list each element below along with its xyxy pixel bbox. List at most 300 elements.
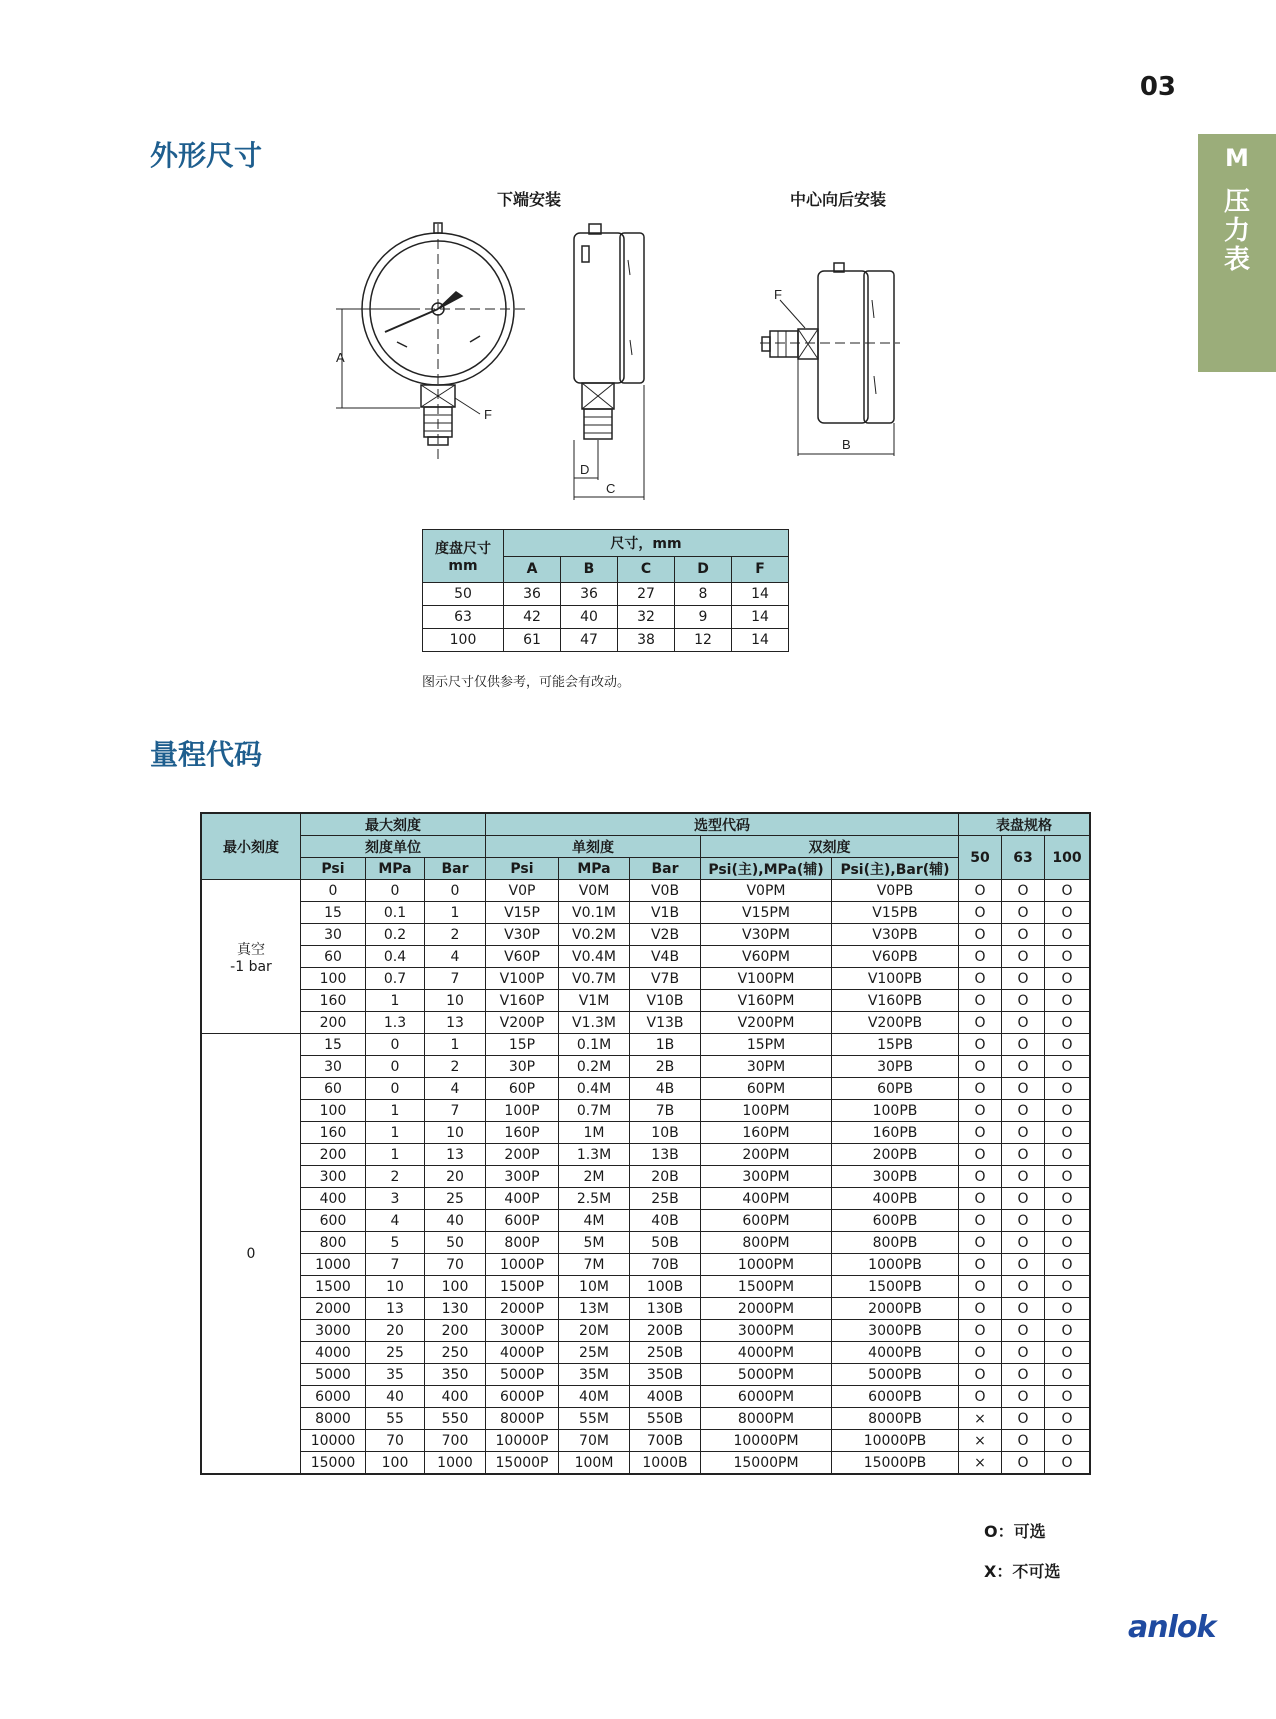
table-cell: 40 xyxy=(425,1210,486,1232)
table-cell: 300P xyxy=(486,1166,559,1188)
table-cell: 1 xyxy=(366,1122,425,1144)
availability-cell: O xyxy=(1002,1364,1045,1386)
side-tab-letter: M xyxy=(1225,144,1249,172)
table-cell: 30P xyxy=(486,1056,559,1078)
min-scale-label: -1 bar xyxy=(230,958,272,975)
table-cell: 400PM xyxy=(701,1188,832,1210)
table-row xyxy=(201,1320,1090,1342)
side-tab-char: 压 xyxy=(1223,187,1250,217)
table-cell: 60 xyxy=(301,1078,366,1100)
table-cell: 3000P xyxy=(486,1320,559,1342)
table-cell: 2B xyxy=(630,1056,701,1078)
table-cell: 700B xyxy=(630,1430,701,1452)
table-cell: 250 xyxy=(425,1342,486,1364)
table-cell: V0.1M xyxy=(559,902,630,924)
single-bar: Bar xyxy=(630,858,701,880)
table-row xyxy=(423,583,789,606)
table-cell: 25 xyxy=(366,1342,425,1364)
table-cell: 14 xyxy=(732,629,789,652)
table-cell: V30PB xyxy=(832,924,959,946)
table-cell: 4000PM xyxy=(701,1342,832,1364)
availability-cell: O xyxy=(1002,880,1045,902)
table-cell: 2M xyxy=(559,1166,630,1188)
table-cell: 400 xyxy=(425,1386,486,1408)
page-number: 03 xyxy=(1139,72,1176,102)
table-cell: 100M xyxy=(559,1452,630,1475)
availability-cell: O xyxy=(959,902,1002,924)
table-row xyxy=(201,1144,1090,1166)
table-cell: 60 xyxy=(301,946,366,968)
gauge-dimension-drawing xyxy=(0,0,1276,520)
table-cell: V0.4M xyxy=(559,946,630,968)
dim-letter-c: C xyxy=(606,481,616,496)
table-row xyxy=(201,1298,1090,1320)
table-cell: 200 xyxy=(425,1320,486,1342)
table-cell: 1500PB xyxy=(832,1276,959,1298)
table-cell: 5000PB xyxy=(832,1364,959,1386)
table-cell: 60PM xyxy=(701,1078,832,1100)
table-cell: 0.4 xyxy=(366,946,425,968)
table-cell: 400 xyxy=(301,1188,366,1210)
table-cell: 0 xyxy=(366,880,425,902)
table-cell: 50 xyxy=(425,1232,486,1254)
availability-cell: O xyxy=(1045,1232,1091,1254)
table-cell: 1000PB xyxy=(832,1254,959,1276)
table-cell: 20B xyxy=(630,1166,701,1188)
table-cell: 10M xyxy=(559,1276,630,1298)
availability-cell: O xyxy=(959,1364,1002,1386)
table-cell: 1000 xyxy=(425,1452,486,1475)
table-cell: 200PM xyxy=(701,1144,832,1166)
availability-cell: O xyxy=(1002,990,1045,1012)
table-cell: 100PB xyxy=(832,1100,959,1122)
table-cell: 7M xyxy=(559,1254,630,1276)
table-cell: V160PB xyxy=(832,990,959,1012)
table-cell: 10 xyxy=(425,990,486,1012)
max-scale-header: 最大刻度 xyxy=(301,813,486,836)
availability-cell: O xyxy=(959,1012,1002,1034)
table-cell: 1500P xyxy=(486,1276,559,1298)
table-row xyxy=(201,924,1090,946)
availability-cell: O xyxy=(1002,1276,1045,1298)
table-cell: 1 xyxy=(366,1144,425,1166)
table-cell: 550B xyxy=(630,1408,701,1430)
table-cell: V60PM xyxy=(701,946,832,968)
availability-cell: O xyxy=(959,1100,1002,1122)
table-cell: 20M xyxy=(559,1320,630,1342)
table-cell: 1 xyxy=(366,1100,425,1122)
availability-cell: O xyxy=(1002,1386,1045,1408)
dim-letter-a: A xyxy=(336,350,345,365)
availability-cell: O xyxy=(1045,1100,1091,1122)
availability-cell: O xyxy=(1045,1364,1091,1386)
table-cell: 35 xyxy=(366,1364,425,1386)
availability-cell: O xyxy=(1002,1012,1045,1034)
table-cell: 40B xyxy=(630,1210,701,1232)
table-cell: 9 xyxy=(675,606,732,629)
table-cell: 15000PB xyxy=(832,1452,959,1475)
table-cell: 6000P xyxy=(486,1386,559,1408)
table-cell: 0 xyxy=(366,1078,425,1100)
table-cell: 400B xyxy=(630,1386,701,1408)
availability-cell: O xyxy=(1002,1254,1045,1276)
table-cell: 5M xyxy=(559,1232,630,1254)
table-cell: V15P xyxy=(486,902,559,924)
table-cell: 60P xyxy=(486,1078,559,1100)
table-cell: 0.4M xyxy=(559,1078,630,1100)
availability-cell: O xyxy=(1045,1452,1091,1475)
availability-cell: O xyxy=(1002,1232,1045,1254)
table-cell: 800 xyxy=(301,1232,366,1254)
dim-letter-d: D xyxy=(580,462,590,477)
table-row xyxy=(201,1012,1090,1034)
table-cell: V100P xyxy=(486,968,559,990)
dial-size-header: 度盘尺寸 mm xyxy=(423,530,504,583)
availability-cell: O xyxy=(1002,968,1045,990)
table-cell: 10000 xyxy=(301,1430,366,1452)
availability-cell: O xyxy=(959,1254,1002,1276)
availability-cell: O xyxy=(1002,1342,1045,1364)
table-cell: 55 xyxy=(366,1408,425,1430)
table-cell: 2000PM xyxy=(701,1298,832,1320)
table-cell: 27 xyxy=(618,583,675,606)
availability-cell: × xyxy=(959,1452,1002,1475)
table-cell: V0PM xyxy=(701,880,832,902)
availability-cell: O xyxy=(1002,1452,1045,1475)
table-cell: 4000P xyxy=(486,1342,559,1364)
table-cell: 50 xyxy=(423,583,504,606)
availability-cell: O xyxy=(959,1276,1002,1298)
table-cell: 1000P xyxy=(486,1254,559,1276)
availability-cell: O xyxy=(1045,1144,1091,1166)
availability-cell: O xyxy=(959,1034,1002,1056)
table-row xyxy=(201,1386,1090,1408)
availability-cell: O xyxy=(1045,1078,1091,1100)
dim-letter-f-back: F xyxy=(774,287,782,302)
brand-logo: anlok xyxy=(1128,1610,1216,1645)
table-cell: 70 xyxy=(366,1430,425,1452)
table-cell: 400PB xyxy=(832,1188,959,1210)
table-cell: V15PM xyxy=(701,902,832,924)
dual-scale-header: 双刻度 xyxy=(701,836,959,858)
table-cell: V200PM xyxy=(701,1012,832,1034)
table-cell: 2.5M xyxy=(559,1188,630,1210)
dim-col-b: B xyxy=(561,556,618,583)
availability-cell: O xyxy=(1002,1430,1045,1452)
table-row xyxy=(201,1342,1090,1364)
availability-cell: O xyxy=(1045,880,1091,902)
dimensions-title: 外形尺寸 xyxy=(150,139,263,172)
table-cell: 0.2 xyxy=(366,924,425,946)
table-cell: 6000PB xyxy=(832,1386,959,1408)
table-cell: 15000PM xyxy=(701,1452,832,1475)
table-cell: 15PM xyxy=(701,1034,832,1056)
table-row xyxy=(423,606,789,629)
availability-cell: O xyxy=(1045,968,1091,990)
table-cell: 47 xyxy=(561,629,618,652)
availability-cell: O xyxy=(1002,924,1045,946)
table-cell: V0.7M xyxy=(559,968,630,990)
availability-cell: O xyxy=(1045,1320,1091,1342)
table-cell: 1 xyxy=(425,902,486,924)
table-cell: 70B xyxy=(630,1254,701,1276)
table-cell: V4B xyxy=(630,946,701,968)
table-cell: 5000P xyxy=(486,1364,559,1386)
table-cell: 10000PM xyxy=(701,1430,832,1452)
table-cell: 32 xyxy=(618,606,675,629)
availability-cell: O xyxy=(1002,1210,1045,1232)
availability-cell: O xyxy=(1045,946,1091,968)
table-cell: V160P xyxy=(486,990,559,1012)
table-cell: V10B xyxy=(630,990,701,1012)
table-cell: V1B xyxy=(630,902,701,924)
availability-cell: O xyxy=(1045,1342,1091,1364)
table-cell: 13M xyxy=(559,1298,630,1320)
table-cell: 61 xyxy=(504,629,561,652)
availability-cell: O xyxy=(1002,946,1045,968)
table-cell: 4B xyxy=(630,1078,701,1100)
dim-letter-b: B xyxy=(842,437,851,452)
table-cell: V0P xyxy=(486,880,559,902)
availability-cell: O xyxy=(1045,902,1091,924)
table-row xyxy=(423,629,789,652)
table-cell: 2 xyxy=(425,924,486,946)
table-cell: V160PM xyxy=(701,990,832,1012)
table-cell: V2B xyxy=(630,924,701,946)
table-cell: V1M xyxy=(559,990,630,1012)
size-header: 尺寸，mm xyxy=(504,530,789,557)
availability-cell: O xyxy=(1045,1210,1091,1232)
availability-cell: O xyxy=(1002,1408,1045,1430)
availability-cell: × xyxy=(959,1430,1002,1452)
table-cell: 25 xyxy=(425,1188,486,1210)
availability-cell: O xyxy=(1045,1056,1091,1078)
availability-cell: O xyxy=(959,1298,1002,1320)
availability-cell: O xyxy=(959,990,1002,1012)
dial-size-100: 100 xyxy=(1045,836,1091,880)
table-cell: 0.1M xyxy=(559,1034,630,1056)
availability-cell: O xyxy=(1045,1166,1091,1188)
availability-cell: O xyxy=(959,880,1002,902)
table-cell: 250B xyxy=(630,1342,701,1364)
table-cell: 300PM xyxy=(701,1166,832,1188)
table-cell: 2000P xyxy=(486,1298,559,1320)
table-cell: 36 xyxy=(561,583,618,606)
table-cell: 200B xyxy=(630,1320,701,1342)
table-cell: 0.2M xyxy=(559,1056,630,1078)
table-cell: V13B xyxy=(630,1012,701,1034)
table-cell: 30 xyxy=(301,924,366,946)
scale-unit-header: 刻度单位 xyxy=(301,836,486,858)
single-mpa: MPa xyxy=(559,858,630,880)
table-cell: 100 xyxy=(301,1100,366,1122)
table-cell: 2 xyxy=(425,1056,486,1078)
table-cell: 1M xyxy=(559,1122,630,1144)
table-cell: V200PB xyxy=(832,1012,959,1034)
table-row xyxy=(201,1034,1090,1056)
table-cell: 160 xyxy=(301,990,366,1012)
table-cell: 5000PM xyxy=(701,1364,832,1386)
availability-cell: O xyxy=(1045,1386,1091,1408)
table-cell: 0.1 xyxy=(366,902,425,924)
table-cell: 160 xyxy=(301,1122,366,1144)
table-row xyxy=(201,1232,1090,1254)
table-cell: 40 xyxy=(366,1386,425,1408)
bottom-mount-label: 下端安装 xyxy=(497,190,562,209)
table-cell: 160P xyxy=(486,1122,559,1144)
table-cell: 10 xyxy=(425,1122,486,1144)
availability-cell: O xyxy=(1045,1254,1091,1276)
availability-cell: O xyxy=(1045,924,1091,946)
table-cell: V60P xyxy=(486,946,559,968)
min-scale-cell xyxy=(201,880,301,1034)
table-cell: 7 xyxy=(425,1100,486,1122)
table-cell: 100 xyxy=(425,1276,486,1298)
table-cell: 4000 xyxy=(301,1342,366,1364)
dim-col-a: A xyxy=(504,556,561,583)
table-cell: 0 xyxy=(301,880,366,902)
table-cell: 8000PB xyxy=(832,1408,959,1430)
table-cell: 7B xyxy=(630,1100,701,1122)
table-cell: V0M xyxy=(559,880,630,902)
table-cell: 35M xyxy=(559,1364,630,1386)
back-mount-label: 中心向后安装 xyxy=(790,190,887,209)
availability-cell: O xyxy=(1045,1408,1091,1430)
table-cell: 100 xyxy=(423,629,504,652)
table-cell: 4000PB xyxy=(832,1342,959,1364)
table-row xyxy=(201,1078,1090,1100)
availability-cell: O xyxy=(1002,1122,1045,1144)
table-row xyxy=(201,1430,1090,1452)
table-cell: 8000PM xyxy=(701,1408,832,1430)
table-cell: 1 xyxy=(425,1034,486,1056)
table-cell: 7 xyxy=(425,968,486,990)
availability-cell: O xyxy=(1045,1122,1091,1144)
table-cell: V0PB xyxy=(832,880,959,902)
table-cell: V200P xyxy=(486,1012,559,1034)
table-cell: 100PM xyxy=(701,1100,832,1122)
dimension-table xyxy=(422,529,789,652)
table-row xyxy=(201,902,1090,924)
model-code-header: 选型代码 xyxy=(486,813,959,836)
availability-cell: O xyxy=(959,1078,1002,1100)
table-cell: 600P xyxy=(486,1210,559,1232)
table-cell: 20 xyxy=(425,1166,486,1188)
table-cell: 5000 xyxy=(301,1364,366,1386)
table-cell: 30PB xyxy=(832,1056,959,1078)
table-cell: 15 xyxy=(301,902,366,924)
table-cell: 1500 xyxy=(301,1276,366,1298)
table-cell: 70 xyxy=(425,1254,486,1276)
table-cell: 50B xyxy=(630,1232,701,1254)
table-cell: 6000 xyxy=(301,1386,366,1408)
table-row xyxy=(201,1166,1090,1188)
side-view xyxy=(574,224,644,500)
table-cell: 15000 xyxy=(301,1452,366,1475)
availability-cell: O xyxy=(959,946,1002,968)
table-cell: 10000P xyxy=(486,1430,559,1452)
availability-cell: O xyxy=(959,968,1002,990)
table-cell: V30PM xyxy=(701,924,832,946)
table-row xyxy=(201,990,1090,1012)
legend-not-optional: X：不可选 xyxy=(984,1562,1061,1581)
table-cell: 0 xyxy=(425,880,486,902)
dual-psi-bar: Psi(主),Bar(辅) xyxy=(832,858,959,880)
table-cell: 2 xyxy=(366,1166,425,1188)
table-cell: 42 xyxy=(504,606,561,629)
table-cell: 100P xyxy=(486,1100,559,1122)
dim-letter-f: F xyxy=(484,407,492,422)
availability-cell: O xyxy=(1045,1430,1091,1452)
availability-cell: O xyxy=(959,1386,1002,1408)
table-cell: 25B xyxy=(630,1188,701,1210)
availability-cell: O xyxy=(959,1210,1002,1232)
table-cell: 130B xyxy=(630,1298,701,1320)
table-cell: 13 xyxy=(425,1012,486,1034)
table-cell: 100B xyxy=(630,1276,701,1298)
min-scale-cell xyxy=(201,1034,301,1475)
table-row xyxy=(201,880,1090,902)
dim-col-f: F xyxy=(732,556,789,583)
table-cell: 1B xyxy=(630,1034,701,1056)
table-row xyxy=(201,946,1090,968)
availability-cell: O xyxy=(1002,1320,1045,1342)
table-cell: 40 xyxy=(561,606,618,629)
dial-spec-header: 表盘规格 xyxy=(959,813,1091,836)
table-cell: 30 xyxy=(301,1056,366,1078)
table-cell: 350 xyxy=(425,1364,486,1386)
table-cell: 3000PM xyxy=(701,1320,832,1342)
table-cell: V7B xyxy=(630,968,701,990)
table-cell: 8 xyxy=(675,583,732,606)
table-cell: 60PB xyxy=(832,1078,959,1100)
range-code-table xyxy=(200,812,1091,1475)
table-cell: 1.3 xyxy=(366,1012,425,1034)
availability-cell: O xyxy=(1045,1034,1091,1056)
table-row xyxy=(201,1408,1090,1430)
table-cell: 0.7 xyxy=(366,968,425,990)
table-cell: 13 xyxy=(366,1298,425,1320)
table-cell: 8000 xyxy=(301,1408,366,1430)
table-cell: 3000PB xyxy=(832,1320,959,1342)
availability-cell: O xyxy=(1002,1144,1045,1166)
table-cell: 130 xyxy=(425,1298,486,1320)
table-cell: 10B xyxy=(630,1122,701,1144)
table-cell: 63 xyxy=(423,606,504,629)
table-cell: 12 xyxy=(675,629,732,652)
front-view xyxy=(336,223,528,460)
table-cell: 200PB xyxy=(832,1144,959,1166)
unit-psi: Psi xyxy=(301,858,366,880)
table-cell: 8000P xyxy=(486,1408,559,1430)
availability-cell: O xyxy=(959,1342,1002,1364)
dual-psi-mpa: Psi(主),MPa(辅) xyxy=(701,858,832,880)
table-cell: 800PM xyxy=(701,1232,832,1254)
table-cell: 4 xyxy=(425,946,486,968)
table-row xyxy=(201,1122,1090,1144)
table-cell: 3000 xyxy=(301,1320,366,1342)
table-cell: V15PB xyxy=(832,902,959,924)
table-cell: 4M xyxy=(559,1210,630,1232)
table-cell: 20 xyxy=(366,1320,425,1342)
table-cell: 600PB xyxy=(832,1210,959,1232)
table-cell: 5 xyxy=(366,1232,425,1254)
table-cell: 38 xyxy=(618,629,675,652)
table-row xyxy=(201,1188,1090,1210)
table-row xyxy=(201,1364,1090,1386)
table-cell: 600 xyxy=(301,1210,366,1232)
availability-cell: O xyxy=(959,924,1002,946)
